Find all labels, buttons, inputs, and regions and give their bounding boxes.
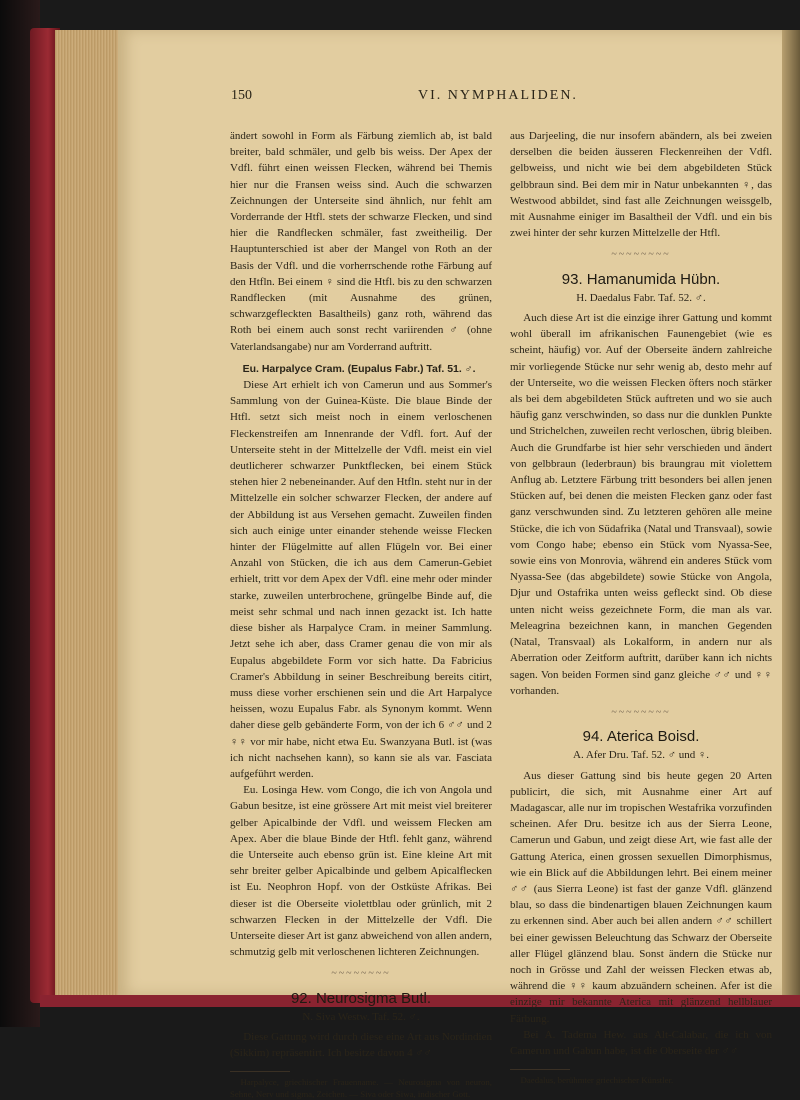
right-column xyxy=(510,128,772,1086)
footnote-rule xyxy=(510,1069,570,1070)
left-column xyxy=(230,128,492,1100)
divider-ornament: ~~~~~~~~ xyxy=(331,968,391,980)
page-number: 150 xyxy=(231,88,252,103)
running-head xyxy=(118,88,788,108)
divider-ornament: ~~~~~~~~ xyxy=(611,249,671,261)
paragraph: aus Darjeeling, die nur insofern abändern, als bei zweien derselben die beiden äusseren Fleckenreihen der Vdfl. gelbweiss, und nicht wie bei dem abgebildeten Stück gelbbraun sind. Bei dem mir in Natur unbekannten ♀, das Westwood abbildet, sind fast alle Zeichnungen weissgelb, mit Ausnahme einiger im Basaltheil der Vdfl. und ein bis zwei hinter der sehr kurzen Mittelzelle der Htfl. xyxy=(510,130,772,240)
genus-heading-93: 93. Hamanumida Hübn. xyxy=(561,270,721,288)
species-subheading-siva: N. Siva Westw. Taf. 52. ♂. xyxy=(302,1010,420,1023)
facing-page-edge xyxy=(782,30,800,995)
footnote-rule xyxy=(230,1071,290,1072)
species-heading-harpalyce: Eu. Harpalyce Cram. (Eupalus Fabr.) Taf. 51. ♂. xyxy=(242,362,476,375)
footnote: Harpalyce, griechischer Frauenname. — Neurosigma von neuron, Sehne, Nerv und sigma, Zeichen. — Siva oder Siwa, indischer Gott. xyxy=(230,1077,492,1100)
divider-ornament: ~~~~~~~~ xyxy=(611,706,671,718)
paragraph: Auch diese Art ist die einzige ihrer Gattung und kommt wohl überall im afrikanischen Faunengebiet (wie es scheint, häufig) vor. Auf der Oberseite ändern zahlreiche mir vorliegende Stücke nur sehr wenig ab, desto mehr auf der Unterseite, wo die weissen Flecken öfters noch stärker als bei dem abgebildeten Stück auftreten und wo sie auch häufig ganz verschwinden, so dass nur die dunklen Punkte und Strichelchen, zuweilen recht verloschen, übrig bleiben. Auch die Grundfarbe ist hier sehr verschieden und ändert von gelbbraun (lederbraun) bis braungrau mit violettem Anflug ab. Letztere Färbung tritt besonders bei allen jenen Stücken auf, bei denen die meisten Flecken ganz oder fast ganz verschwunden sind. Zu letzteren gehören alle meine Stücke, die ich von Südafrika (Natal und Transvaal), sowie vom Congo habe; ebenso ein Stück vom Nyassa-See, sowie eins von Monrovia, während ein anderes Stück vom Nyassa-See (das abgebildete) sowie Stücke von Angola, Djur und Ostafrika unten weiss gefleckt sind. Ob diese unten nicht weiss gezeichnete Form, die man als var. Meleagrina bezeichnen kann, in manchen Gegenden (Natal, Transvaal) als Lokalform, in andern nur als Aberration oder Zeitform auftritt, darüber kann ich nichts sagen. Von beiden Formen sind ganz gleiche ♂♂ und ♀♀ vorhanden. xyxy=(510,312,772,697)
chapter-title: VI. NYMPHALIDEN. xyxy=(418,88,578,103)
paragraph: Diese Art erhielt ich von Camerun und aus Sommer's Sammlung von der Guinea-Küste. Die blaue Binde der Htfl. setzt sich meist noch in einem verloschenen Fleckenstreifen am Innenrande der Vdfl. fort. Auf der Unterseite steht in der Mittelzelle der Vdfl. meist ein viel deutlicherer schwarzer Punktflecken, bei einem Stück stehen hier 2 nebeneinander. Auf den Htfln. steht nur in der Mittelzelle ein solcher schwarzer Flecken, der andere auf der Abbildung ist aus Versehen gemacht. Zuweilen finden sich auch einige unter einander stehende weisse Flecken hinter der Flügelmitte auf allen Flügeln vor. Bei einer Anzahl von Stücken, die ich aus dem Camerun-Gebiet erhielt, tritt vor dem Apex der Vdfl. eine mehr oder minder starke, zuweilen unterbrochene, grüngelbe Binde auf, die meist sehr schmal und nach innen gezackt ist. Ich hatte diese bisher als Harpalyce Cram. in meiner Sammlung. Jetzt sehe ich aber, dass Cramer genau die von mir als Eupalus abgebildete Form vor sich hatte. Da Fabricius Cramer's Abbildung in seiner Beschreibung bereits citirt, muss diese vorher erschienen sein und die Art Harpalyce heissen, wozu Eupalus Fabr. als Synonym kommt. Wenn daher diese gelb gebänderte Form, von der ich 6 ♂♂ und 2 ♀♀ vor mir habe, nicht etwa Eu. Swanzyana Butl. ist (was ich nicht nachsehen kann), so kann sie als var. Fasciata aufgeführt werden. xyxy=(230,379,492,780)
species-subheading-daedalus: H. Daedalus Fabr. Taf. 52. ♂. xyxy=(576,291,706,304)
paragraph: ändert sowohl in Form als Färbung ziemlich ab, ist bald breiter, bald schmäler, und gelb bis weiss. Der Apex der Vdfl. führt einen weissen Flecken, während bei Themis hier nur die Fransen weiss sind. Auch die schwarzen Zeichnungen der Unterseite sind ähnlich, nur fehlt am Vorderrande der Htfl. stets der schwarze Flecken, und sind hier die Randflecken schmäler, fast zweitheilig. Der Hauptunterschied ist aber der Mangel von Roth an der Basis der Vdfl. und die vorherrschende rothe Färbung auf den Htfln. Bei einem ♀ sind die Htfl. bis zu den schwarzen Randflecken (mit Ausnahme des grünen, schwarzgefleckten Basaltheils) ganz roth, während das Roth bei einem auch sonst recht variirenden ♂ (ohne Vaterlandsangabe) nur am Vorderrand auftritt. xyxy=(230,130,492,353)
paragraph: Bei A. Tadema Hew. aus Alt-Calabar, die ich von Camerun und Gabun habe, ist die Oberseite der ♂♂ xyxy=(510,1028,772,1057)
footnote: Daedalus, berühmter griechischer Künstler. xyxy=(520,1075,674,1086)
paragraph: Eu. Losinga Hew. vom Congo, die ich von Angola und Gabun besitze, ist eine grössere Art mit meist viel breiterer gelber Apicalbinde der Vdfl. und weissem Flecken am Apex. Aber die blaue Binde der Htfl. fehlt ganz, während die Unterseite auch ebenso grün ist. Eine kleine Art mit sehr breiter gelber Apicalbinde und gelbem Apicalflecken ist Eu. Neophron Hopf. von der Ostküste Afrikas. Bei dieser ist die Oberseite violettblau oder grünlich, mit 2 schwarzen Flecken in der Mittelzelle der Vdfl. Die Unterseite dieser Art ist ganz abweichend von allen andern, schmutzig gelb mit verloschenen lichteren Zeichnungen. xyxy=(230,784,492,959)
genus-heading-94: 94. Aterica Boisd. xyxy=(582,728,700,746)
genus-heading-92: 92. Neurosigma Butl. xyxy=(290,989,432,1007)
paragraph: Aus dieser Gattung sind bis heute gegen 20 Arten publicirt, die sich, mit Ausnahme einer Art auf Madagascar, alle nur im tropischen Westafrika vorzufinden scheinen. Afer Dru. besitze ich aus der Sierra Leone, Camerun und Gabun, und zeigt diese Art, wie fast alle der Gattung Aterica, einen grossen sexuellen Dimorphismus, wie ein Blick auf die Abbildungen lehrt. Bei einem meiner ♂♂ (aus Sierra Leone) ist fast der ganze Vdfl. glänzend blau, so dass die bindenartigen blauen Zeichnungen kaum zu erkennen sind. Aber auch bei allen andern ♂♂ schillert bei einer gewissen Beleuchtung das Schwarz der Oberseite aller Flügel glänzend blau. Sonst ändern die Stücke nur noch in Grösse und Zahl der weissen Flecken etwas ab, während die ♀♀ kaum abzuändern scheinen. Afer ist die einzige mir bekannte Aterica mit glänzend hellblauer Färbung. xyxy=(510,769,772,1025)
species-subheading-afer: A. Afer Dru. Taf. 52. ♂ und ♀. xyxy=(573,749,709,762)
paragraph: Diese Gattung wird durch diese eine Art aus Nordindien (Sikkim) repräsentirt. Ich besitze davon 4 ♂♂ xyxy=(230,1030,492,1060)
